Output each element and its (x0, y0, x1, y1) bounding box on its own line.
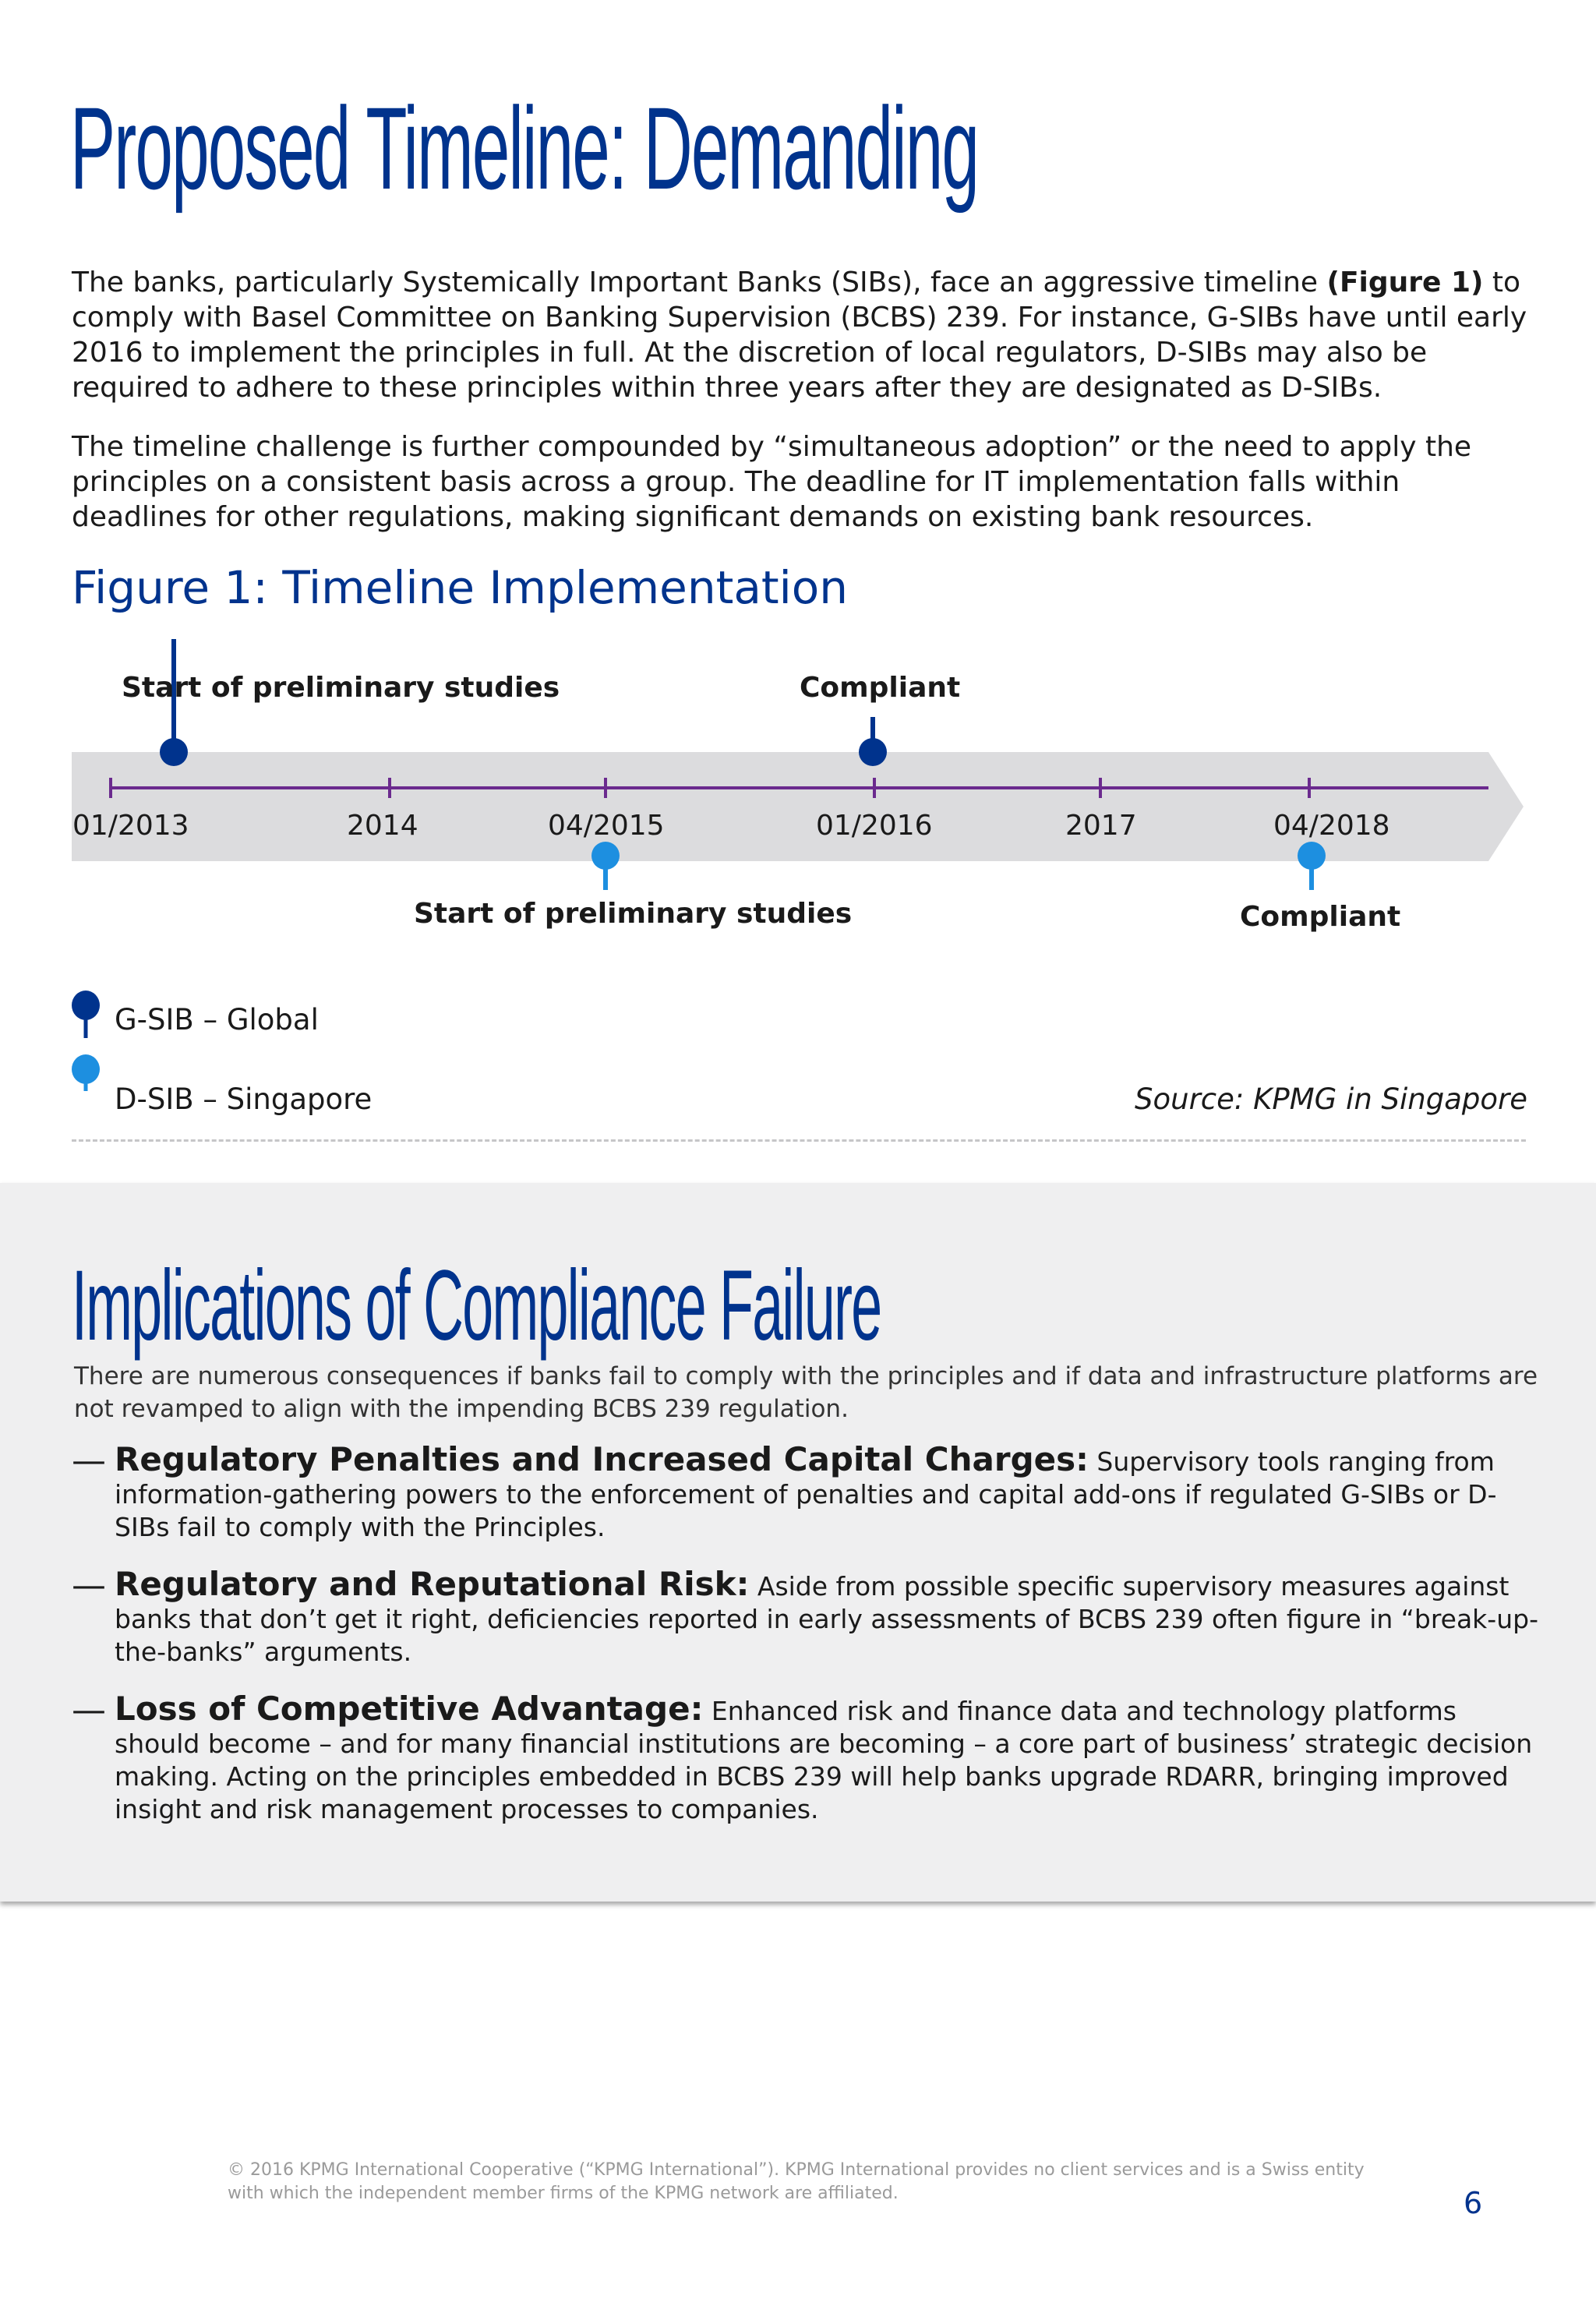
dsib-marker-start (591, 842, 620, 890)
tick-label: 04/2018 (1273, 810, 1390, 842)
bullet-item: — Loss of Competitive Advantage: Enhanced risk and finance data and technology platforms should become – and for many financial institutions are becoming – a core part of business’ strategic decision making. Acting on the principles embedded in BCBS 239 will help banks upgrade RDARR, bringing improved insight and risk management processes to companies. (72, 1690, 1533, 1824)
legend-dsib-label: D-SIB – Singapore (115, 1082, 373, 1116)
bullet-item: — Regulatory and Reputational Risk: Aside from possible specific supervisory measures against banks that don’t get it right, deficiencies reported in early assessments of BCBS 239 often figure in “break-up-the-banks” arguments. (72, 1565, 1538, 1667)
section-intro: There are numerous consequences if banks fail to comply with the principles and if data and infrastructure platforms are not revamped to align with the impending BCBS 239 regulation. (74, 1362, 1538, 1423)
bullet-heading: Regulatory and Reputational Risk: (115, 1565, 750, 1603)
intro-paragraph-1: The banks, particularly Systemically Important Banks (SIBs), face an aggressive timeline (Figure 1) to comply with Basel Committee on Banking Supervision (BCBS) 239. For instance, G-SIBs have until early 2016 to implement the principles in full. At the discretion of local regulators, D-SIBs may also be required to adhere to these principles within three years after they are designated as D-SIBs. (72, 267, 1527, 404)
gsib-marker-compliant (859, 717, 887, 766)
intro-paragraph-2: The timeline challenge is further compounded by “simultaneous adoption” or the need to apply the principles on a consistent basis across a group. The deadline for IT implementation falls within deadlines for other regulations, making significant demands on existing bank resources. (72, 431, 1472, 533)
dsib-compliant-label: Compliant (1240, 901, 1401, 933)
page-title: Proposed Timeline: Demanding (70, 83, 979, 214)
tick-label: 01/2013 (72, 810, 189, 842)
section-title: Implications of Compliance Failure (72, 1250, 881, 1361)
dsib-pin-icon (72, 1054, 100, 1091)
figure-reference: (Figure 1) (1326, 267, 1484, 298)
bullet-text: Enhanced risk and finance data and technology platforms should become – and for many financial institutions are becoming – a core part of business’ strategic decision making. Acting on the principles embedded in BCBS 239 will help banks upgrade RDARR, bringing improved insight and risk management processes to companies. (115, 1696, 1533, 1824)
copyright-footer: © 2016 KPMG International Cooperative (“KPMG International”). KPMG International provides no client services and is a Swiss entity with which the independent member firms of the KPMG network are affiliated. (228, 2160, 1365, 2203)
figure-source: Source: KPMG in Singapore (1135, 1082, 1528, 1116)
gsib-compliant-label: Compliant (800, 672, 961, 704)
tick-label: 2017 (1065, 810, 1137, 842)
tick-label: 2014 (347, 810, 418, 842)
legend-icons (70, 990, 101, 1091)
bullet-item: — Regulatory Penalties and Increased Capital Charges: Supervisory tools ranging from information-gathering powers to the enforcement of penalties and capital add-ons if regulated G-SIBs or D-SIBs fail to comply with the Principles. (72, 1440, 1497, 1542)
gsib-start-label: Start of preliminary studies (122, 672, 560, 704)
dashed-divider (72, 1139, 1526, 1142)
page-number: 6 (1464, 2186, 1483, 2220)
bullet-text: Supervisory tools ranging from information-gathering powers to the enforcement of penalties and capital add-ons if regulated G-SIBs or D-SIBs fail to comply with the Principles. (115, 1446, 1497, 1542)
figure-title: Figure 1: Timeline Implementation (72, 561, 848, 614)
tick-label: 01/2016 (816, 810, 933, 842)
legend-gsib-label: G-SIB – Global (115, 1003, 319, 1036)
bullet-text: Aside from possible specific supervisory measures against banks that don’t get it right, deficiencies reported in early assessments of BCBS 239 often figure in “break-up-the-banks” arguments. (115, 1571, 1538, 1667)
dsib-marker-compliant (1298, 842, 1326, 890)
bullet-heading: Loss of Competitive Advantage: (115, 1690, 704, 1728)
tick-label: 04/2015 (548, 810, 665, 842)
bullet-heading: Regulatory Penalties and Increased Capital Charges: (115, 1440, 1089, 1478)
dsib-start-label: Start of preliminary studies (414, 898, 853, 930)
gsib-pin-icon (72, 991, 100, 1038)
